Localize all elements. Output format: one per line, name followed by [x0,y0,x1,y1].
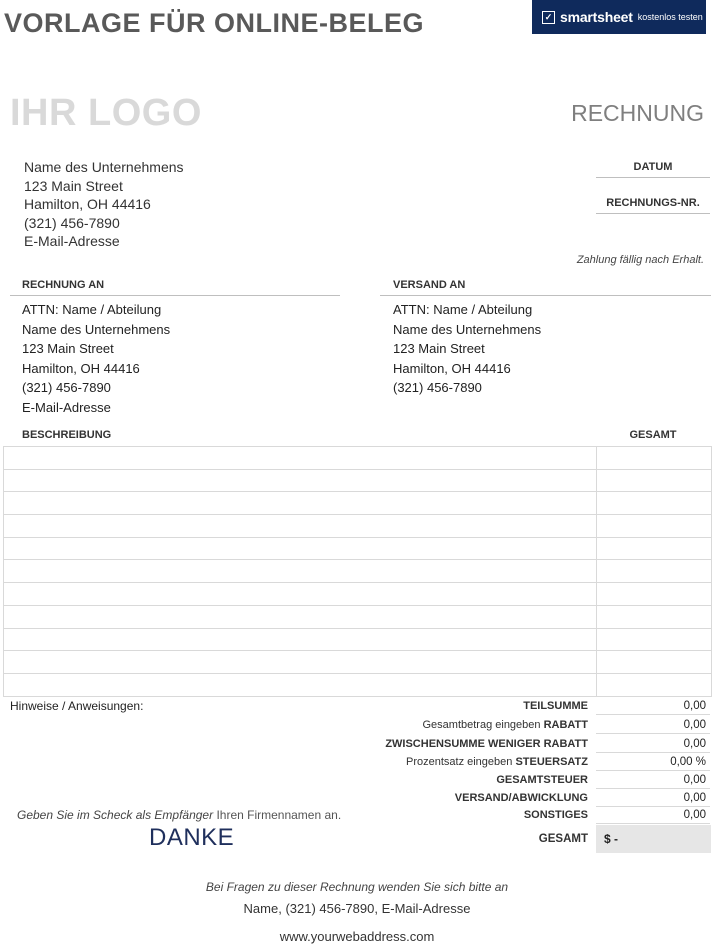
line-total-cell[interactable] [597,651,712,674]
discount-value[interactable]: 0,00 [596,718,710,734]
check-payee-note: Geben Sie im Scheck als Empfänger Ihren Firmennamen an. [17,808,342,822]
invoice-title: RECHNUNG [571,100,704,126]
company-address[interactable] [24,158,184,251]
smartsheet-cta: kostenlos testen [637,12,703,22]
table-row [4,515,712,538]
bill-to-street: 123 Main Street [22,341,114,356]
ship-to-attn: ATTN: Name / Abteilung [393,302,533,317]
description-cell[interactable] [4,537,597,560]
company-name: Name des Unternehmens [24,159,184,175]
description-cell[interactable] [4,492,597,515]
description-cell[interactable] [4,560,597,583]
description-cell[interactable] [4,651,597,674]
table-row [4,583,712,606]
ship-to-phone: (321) 456-7890 [393,380,482,395]
subtotal-label: TEILSUMME [523,700,588,712]
total-tax-label: GESAMTSTEUER [496,774,588,786]
table-row [4,605,712,628]
table-row [4,628,712,651]
footer-question: Bei Fragen zu dieser Rechnung wenden Sie sich bitte an [205,880,509,894]
table-row [4,447,712,470]
smartsheet-trial-button[interactable] [532,0,706,34]
footer-contact[interactable]: Name, (321) 456-7890, E-Mail-Adresse [243,901,471,916]
shipping-value[interactable]: 0,00 [596,791,710,807]
payment-due-note: Zahlung fällig nach Erhalt. [576,254,704,266]
line-total-cell[interactable] [597,583,712,606]
bill-to-divider [10,295,340,296]
description-cell[interactable] [4,515,597,538]
logo-placeholder[interactable]: IHR LOGO [10,92,202,134]
table-row [4,537,712,560]
bill-to-phone: (321) 456-7890 [22,380,111,395]
line-total-cell[interactable] [597,628,712,651]
footer-website[interactable]: www.yourwebaddress.com [279,929,435,944]
line-total-cell[interactable] [597,492,712,515]
grand-total-value[interactable]: $ - [596,825,711,853]
company-city: Hamilton, OH 44416 [24,196,151,212]
line-total-cell[interactable] [597,447,712,470]
line-items-table [3,446,712,697]
subtotal-value[interactable]: 0,00 [596,699,710,715]
ship-to-heading: VERSAND AN [393,279,466,291]
notes-label[interactable]: Hinweise / Anweisungen: [10,699,144,713]
ship-to-city: Hamilton, OH 44416 [393,360,511,376]
tax-rate-value[interactable]: 0,00 % [596,755,710,771]
description-cell[interactable] [4,447,597,470]
company-email: E-Mail-Adresse [24,233,120,249]
company-street: 123 Main Street [24,177,123,194]
check-icon: ✓ [542,11,555,24]
total-column-header: GESAMT [629,429,677,441]
subtotal-less-discount-value[interactable]: 0,00 [596,737,710,753]
table-row [4,492,712,515]
bill-to-email: E-Mail-Adresse [22,399,111,415]
ship-to-divider [380,295,711,296]
discount-label: Gesamtbetrag eingeben RABATT [422,719,588,731]
smartsheet-brand: smartsheet [560,9,633,25]
table-row [4,651,712,674]
company-phone: (321) 456-7890 [24,214,120,231]
subtotal-less-discount-label: ZWISCHENSUMME WENIGER RABATT [385,738,588,750]
table-row [4,560,712,583]
description-cell[interactable] [4,583,597,606]
ship-to-company: Name des Unternehmens [393,321,542,337]
invoice-number-label[interactable]: RECHNUNGS-NR. [596,197,710,214]
bill-to-company: Name des Unternehmens [22,321,171,337]
line-total-cell[interactable] [597,469,712,492]
line-total-cell[interactable] [597,673,712,696]
description-cell[interactable] [4,469,597,492]
ship-to-street: 123 Main Street [393,341,485,356]
page-title: VORLAGE FÜR ONLINE-BELEG [4,8,425,38]
bill-to-heading: RECHNUNG AN [22,279,105,291]
description-cell[interactable] [4,628,597,651]
table-row [4,673,712,696]
line-total-cell[interactable] [597,515,712,538]
date-label[interactable]: DATUM [596,161,710,178]
grand-total-label: GESAMT [538,833,588,845]
tax-rate-label: Prozentsatz eingeben STEUERSATZ [405,756,588,768]
line-total-cell[interactable] [597,537,712,560]
table-row [4,469,712,492]
shipping-label: VERSAND/ABWICKLUNG [454,792,588,804]
description-cell[interactable] [4,673,597,696]
line-total-cell[interactable] [597,560,712,583]
bill-to-address[interactable] [22,300,170,417]
bill-to-city: Hamilton, OH 44416 [22,360,140,376]
description-cell[interactable] [4,605,597,628]
other-value[interactable]: 0,00 [596,808,710,824]
description-column-header: BESCHREIBUNG [22,429,112,441]
line-total-cell[interactable] [597,605,712,628]
thank-you-text: DANKE [149,824,235,851]
bill-to-attn: ATTN: Name / Abteilung [22,302,162,317]
total-tax-value[interactable]: 0,00 [596,773,710,789]
ship-to-address[interactable] [393,300,541,398]
other-label: SONSTIGES [523,809,588,821]
